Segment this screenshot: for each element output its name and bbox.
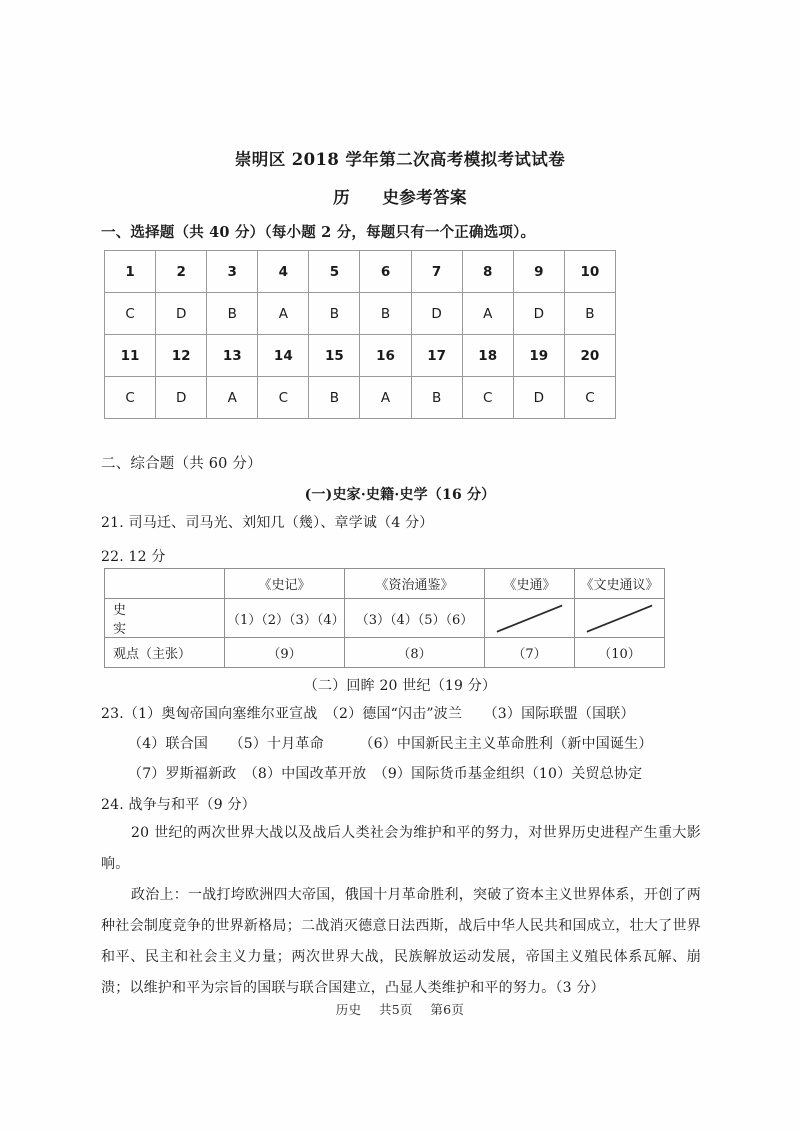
row-label-text: 史 实	[113, 603, 219, 637]
row-label-historical-facts	[105, 599, 225, 638]
column-header: 《文史通议》	[575, 569, 665, 599]
answer-cell: B	[309, 377, 360, 419]
answer-cell: B	[411, 377, 462, 419]
question-number: 12	[156, 335, 207, 377]
answer-cell: A	[207, 377, 258, 419]
question-number: 15	[309, 335, 360, 377]
source-cell-struck-through	[485, 599, 575, 638]
table-row-numbers-2	[105, 335, 616, 377]
diagonal-strike-icon	[485, 599, 574, 637]
historical-sources-table	[104, 568, 665, 668]
question-23-line-1: 23.（1）奥匈帝国向塞维尔亚宣战 （2）德国“闪击”波兰 （3）国际联盟（国联）	[101, 706, 635, 722]
question-number: 6	[360, 251, 411, 293]
footer-subject: 历史	[335, 1002, 362, 1017]
column-header: 《史记》	[225, 569, 345, 599]
diagonal-strike-icon	[575, 599, 664, 637]
answer-cell: D	[156, 293, 207, 335]
column-header: 《史通》	[485, 569, 575, 599]
question-23-line-2: （4）联合国 （5）十月革命 （6）中国新民主主义革命胜利（新中国诞生）	[128, 736, 653, 752]
question-21-answer: 21. 司马迁、司马光、刘知几（幾）、章学诚（4 分）	[101, 515, 434, 531]
question-number: 11	[105, 335, 156, 377]
question-number: 17	[411, 335, 462, 377]
question-number: 2	[156, 251, 207, 293]
table-row-answers-2	[105, 377, 616, 419]
table-corner-cell	[105, 569, 225, 599]
answer-cell: B	[207, 293, 258, 335]
paragraph-text: 政治上：一战打垮欧洲四大帝国，俄国十月革命胜利，突破了资本主义世界体系，开创了两种社会制度竞争的世界新格局；二战消灭德意日法西斯，战后中华人民共和国成立，壮大了世界和平、民主和社会主义力量；两次世界大战，民族解放运动发展，帝国主义殖民体系瓦解、崩溃；以维护和平为宗旨的国联与联合国建立，凸显人类维护和平的努力。（3 分）	[101, 887, 701, 996]
answer-cell: A	[360, 377, 411, 419]
answer-cell: A	[258, 293, 309, 335]
answer-cell: B	[564, 293, 615, 335]
question-number: 19	[513, 335, 564, 377]
answer-cell: C	[258, 377, 309, 419]
table-header-row	[105, 569, 665, 599]
question-number: 13	[207, 335, 258, 377]
question-24-heading: 24. 战争与和平（9 分）	[101, 797, 256, 813]
question-number: 7	[411, 251, 462, 293]
source-cell: （9）	[225, 638, 345, 668]
question-number: 10	[564, 251, 615, 293]
table-row	[105, 599, 665, 638]
answer-cell: B	[309, 293, 360, 335]
answer-cell: D	[156, 377, 207, 419]
source-cell: （1）（2）（3）（4）	[225, 599, 345, 638]
table-row-answers-1	[105, 293, 616, 335]
document-title: 崇明区 2018 学年第二次高考模拟考试试卷	[234, 150, 566, 169]
section-two-heading: 二、综合题（共 60 分）	[101, 456, 262, 472]
source-cell: （3）（4）（5）（6）	[345, 599, 485, 638]
question-number: 5	[309, 251, 360, 293]
source-cell: （10）	[575, 638, 665, 668]
page-footer	[0, 1000, 800, 1018]
question-number: 3	[207, 251, 258, 293]
question-24-paragraph-1	[101, 818, 701, 880]
question-number: 14	[258, 335, 309, 377]
question-number: 9	[513, 251, 564, 293]
section-one-heading: 一、选择题（共 40 分）（每小题 2 分，每题只有一个正确选项）。	[101, 224, 536, 241]
answer-cell: D	[513, 293, 564, 335]
question-number: 18	[462, 335, 513, 377]
question-number: 8	[462, 251, 513, 293]
source-cell: （8）	[345, 638, 485, 668]
column-header: 《资治通鉴》	[345, 569, 485, 599]
answer-cell: C	[105, 377, 156, 419]
answer-cell: C	[105, 293, 156, 335]
question-24-paragraph-2	[101, 880, 701, 1004]
source-cell-struck-through	[575, 599, 665, 638]
row-label-viewpoints: 观点（主张）	[105, 638, 225, 668]
footer-current-page: 第6页	[430, 1002, 465, 1017]
subtitle-suffix: 史参考答案	[382, 188, 467, 207]
answer-cell: D	[513, 377, 564, 419]
question-number: 1	[105, 251, 156, 293]
subtitle-subject: 历	[333, 188, 351, 207]
part-b-heading: （二）回眸 20 世纪（19 分）	[303, 678, 497, 694]
question-number: 16	[360, 335, 411, 377]
answer-cell: B	[360, 293, 411, 335]
answer-cell: D	[411, 293, 462, 335]
question-number: 4	[258, 251, 309, 293]
footer-total-pages: 共5页	[378, 1002, 413, 1017]
part-a-heading: (一)史家·史籍·史学（16 分）	[304, 487, 496, 503]
document-subtitle	[0, 184, 800, 208]
paragraph-text: 20 世纪的两次世界大战以及战后人类社会为维护和平的努力，对世界历史进程产生重大影响。	[101, 825, 701, 872]
answer-cell: C	[564, 377, 615, 419]
question-23-line-3: （7）罗斯福新政 （8）中国改革开放 （9）国际货币基金组织（10）关贸总协定	[128, 766, 643, 782]
multiple-choice-answer-table	[104, 250, 616, 419]
table-row	[105, 638, 665, 668]
source-cell: （7）	[485, 638, 575, 668]
answer-cell: C	[462, 377, 513, 419]
table-row-numbers-1	[105, 251, 616, 293]
answer-cell: A	[462, 293, 513, 335]
question-22-label: 22. 12 分	[101, 549, 166, 565]
question-number: 20	[564, 335, 615, 377]
